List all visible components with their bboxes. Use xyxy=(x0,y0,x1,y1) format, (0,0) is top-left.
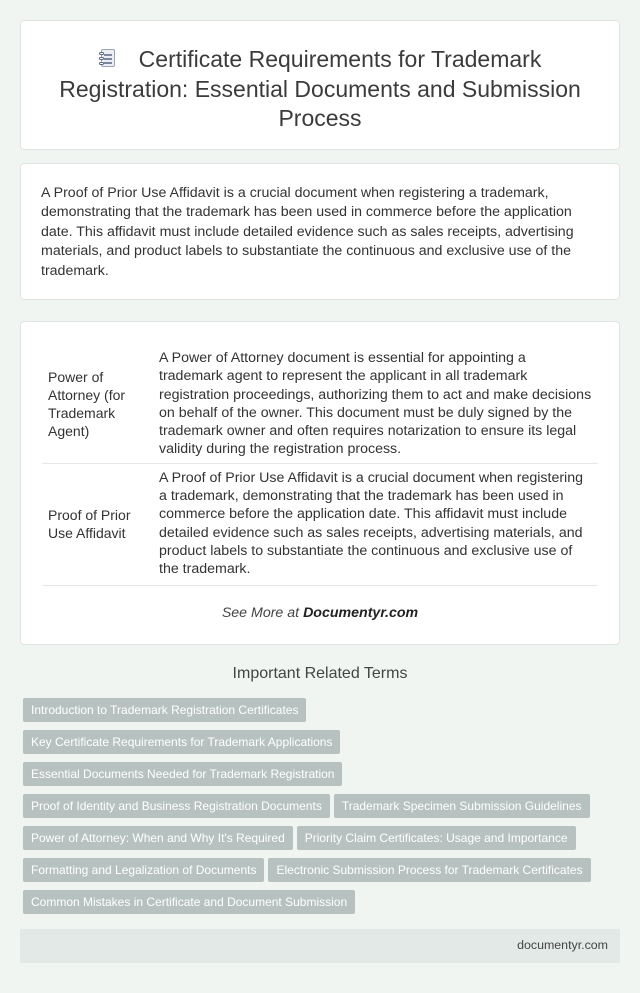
related-term-tag[interactable]: Power of Attorney: When and Why It's Required xyxy=(23,826,293,850)
related-term-tag[interactable]: Introduction to Trademark Registration Certificates xyxy=(23,698,306,722)
related-terms-heading: Important Related Terms xyxy=(232,665,408,682)
related-term-tag[interactable]: Formatting and Legalization of Documents xyxy=(23,858,264,882)
table-row xyxy=(42,463,598,585)
footer xyxy=(20,929,620,963)
see-more-link[interactable]: Documentyr.com xyxy=(303,605,419,621)
related-term-tag[interactable]: Key Certificate Requirements for Trademark Applications xyxy=(23,730,340,754)
related-term-tag[interactable]: Proof of Identity and Business Registration Documents xyxy=(23,794,330,818)
requirements-table xyxy=(42,346,598,586)
page-title-text: Certificate Requirements for Trademark Registration: Essential Documents and Submission Process xyxy=(59,46,581,131)
related-term-tag[interactable]: Trademark Specimen Submission Guidelines xyxy=(334,794,590,818)
title-card xyxy=(20,20,620,150)
related-term-tag[interactable]: Common Mistakes in Certificate and Document Submission xyxy=(23,890,355,914)
summary-card xyxy=(20,163,620,300)
related-term-tag[interactable]: Priority Claim Certificates: Usage and Importance xyxy=(297,826,576,850)
related-term-tag[interactable]: Essential Documents Needed for Trademark Registration xyxy=(23,762,342,786)
document-icon xyxy=(99,49,117,69)
footer-site-link[interactable]: documentyr.com xyxy=(517,938,608,952)
related-term-tag[interactable]: Electronic Submission Process for Trademark Certificates xyxy=(268,858,590,882)
page-title xyxy=(51,45,589,134)
summary-text: A Proof of Prior Use Affidavit is a crucial document when registering a trademark, demonstrating that the trademark has been used in commerce before the application date. This affidavit must include detailed evidence such as sales receipts, advertising materials, and product labels to substantiate the continuous and exclusive use of the trademark. xyxy=(41,185,574,279)
description-cell: A Proof of Prior Use Affidavit is a crucial document when registering a trademark, demonstrating that the trademark has been used in commerce before the application date. This affidavit must include detailed evidence such as sales receipts, advertising materials, and product labels to substantiate the continuous and exclusive use of the trademark. xyxy=(151,463,598,585)
see-more-line xyxy=(21,605,619,621)
description-cell: A Power of Attorney document is essential for appointing a trademark agent to represent the applicant in all trademark registration proceedings, authorizing them to act and make decisions on behalf of the owner. This document must be duly signed by the trademark owner and often requires notarization to ensure its legal validity during the registration process. xyxy=(151,346,598,463)
see-more-prefix: See More at xyxy=(221,605,300,621)
table-row xyxy=(42,346,598,463)
requirements-card xyxy=(20,321,620,645)
term-cell: Power of Attorney (for Trademark Agent) xyxy=(42,346,151,463)
related-terms-list xyxy=(23,698,613,922)
term-cell: Proof of Prior Use Affidavit xyxy=(42,463,151,585)
